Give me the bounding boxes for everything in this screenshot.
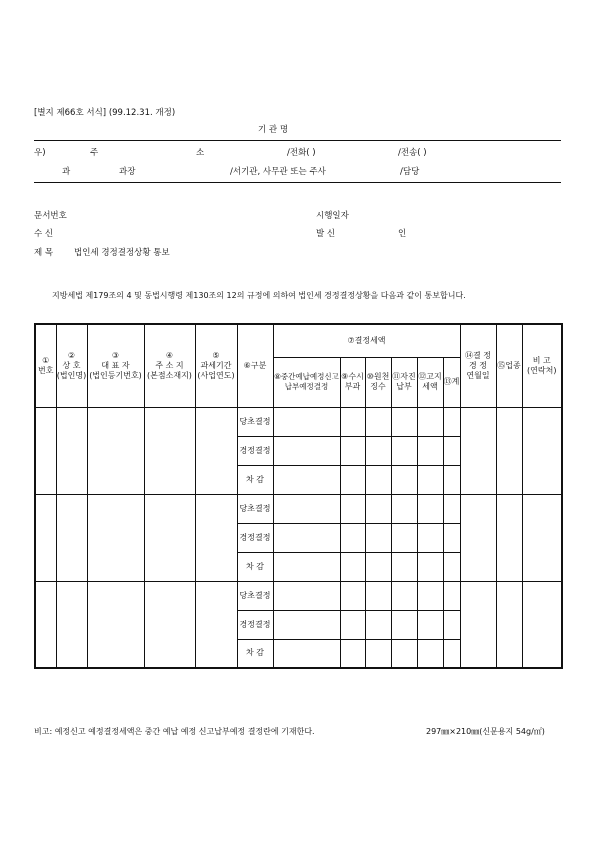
table-cell[interactable] — [391, 639, 417, 668]
table-cell[interactable] — [56, 494, 87, 581]
table-cell[interactable] — [273, 407, 340, 436]
table-cell[interactable] — [443, 639, 460, 668]
table-cell[interactable] — [391, 407, 417, 436]
row-label: 당초결정 — [237, 407, 273, 436]
table-cell[interactable] — [443, 494, 460, 523]
table-cell[interactable] — [391, 523, 417, 552]
table-cell[interactable] — [365, 610, 391, 639]
table-cell[interactable] — [87, 407, 144, 494]
secretary-label: /서기관, 사무관 또는 주사 — [230, 167, 326, 177]
table-cell[interactable] — [391, 581, 417, 610]
table-cell[interactable] — [35, 494, 56, 581]
subject-label: 제 목 — [34, 248, 54, 258]
table-cell[interactable] — [56, 407, 87, 494]
header-tax-period: ⑤ 과세기간 (사업연도) — [195, 324, 237, 407]
table-cell[interactable] — [391, 465, 417, 494]
table-cell[interactable] — [496, 407, 522, 494]
body-text: 지방세법 제179조의 4 및 동법시행령 제130조의 12의 규정에 의하여 법인세 경정결정상황을 다음과 같이 통보합니다. — [52, 291, 466, 300]
subject-text: 법인세 경정결정상황 통보 — [74, 248, 170, 258]
header-business-type: ⑮업종 — [496, 324, 522, 407]
table-cell[interactable] — [443, 552, 460, 581]
divider — [34, 182, 561, 183]
dept-label: 과 — [62, 167, 71, 177]
table-cell[interactable] — [340, 639, 365, 668]
form-id: [별지 제66호 서식] (99.12.31. 개정) — [34, 108, 176, 118]
table-cell[interactable] — [273, 581, 340, 610]
table-cell[interactable] — [144, 407, 195, 494]
table-cell[interactable] — [35, 407, 56, 494]
charge-label: /담당 — [400, 167, 420, 177]
table-cell[interactable] — [273, 494, 340, 523]
header-representative: ③ 대 표 자 (법인등기번호) — [87, 324, 144, 407]
table-cell[interactable] — [460, 494, 496, 581]
header-occasional: ⑨수시부과 — [340, 357, 365, 407]
table-cell[interactable] — [417, 523, 443, 552]
table-cell[interactable] — [365, 639, 391, 668]
table-cell[interactable] — [340, 407, 365, 436]
table-cell[interactable] — [443, 465, 460, 494]
table-cell[interactable] — [87, 581, 144, 668]
table-cell[interactable] — [340, 494, 365, 523]
footer-note: 비고: 예정신고 예정결정세액은 중간 예납 예정 신고납부예정 결정란에 기재한다. — [34, 727, 315, 736]
table-cell[interactable] — [195, 581, 237, 668]
row-label: 경정결정 — [237, 436, 273, 465]
table-cell[interactable] — [391, 552, 417, 581]
table-cell[interactable] — [443, 610, 460, 639]
table-cell[interactable] — [443, 436, 460, 465]
table-cell[interactable] — [522, 407, 562, 494]
header-self-payment: ⑪자진납부 — [391, 357, 417, 407]
recipient-label: 수 신 — [34, 229, 54, 239]
table-cell[interactable] — [365, 436, 391, 465]
table-cell[interactable] — [144, 581, 195, 668]
table-cell[interactable] — [417, 494, 443, 523]
table-cell[interactable] — [195, 407, 237, 494]
header-decision-date: ⑭결 정 경 정 연월일 — [460, 324, 496, 407]
table-cell[interactable] — [443, 407, 460, 436]
table-cell[interactable] — [365, 465, 391, 494]
org-title: 기 관 명 — [258, 125, 289, 135]
dept-head-label: 과장 — [119, 167, 136, 177]
row-label: 차 감 — [237, 639, 273, 668]
table-cell[interactable] — [391, 610, 417, 639]
table-cell[interactable] — [417, 610, 443, 639]
doc-number-label: 문서번호 — [34, 211, 67, 221]
table-cell[interactable] — [417, 639, 443, 668]
seal-label: 인 — [398, 229, 407, 239]
header-note: 비 고 (연락처) — [522, 324, 562, 407]
table-cell[interactable] — [365, 494, 391, 523]
table-cell[interactable] — [340, 523, 365, 552]
header-number: ① 번호 — [35, 324, 56, 407]
status-table — [34, 323, 563, 669]
table-cell[interactable] — [496, 581, 522, 668]
table-cell[interactable] — [417, 436, 443, 465]
address-so: 소 — [196, 148, 205, 158]
table-cell[interactable] — [340, 552, 365, 581]
phone-label: /전화( ) — [287, 148, 316, 158]
table-cell[interactable] — [273, 639, 340, 668]
header-address: ④ 주 소 지 (본점소재지) — [144, 324, 195, 407]
table-cell[interactable] — [273, 523, 340, 552]
table-cell[interactable] — [340, 465, 365, 494]
table-cell[interactable] — [273, 465, 340, 494]
table-cell[interactable] — [496, 494, 522, 581]
table-cell[interactable] — [365, 523, 391, 552]
table-cell[interactable] — [391, 436, 417, 465]
row-label: 차 감 — [237, 465, 273, 494]
table-cell[interactable] — [443, 523, 460, 552]
postal-label: 우) — [34, 148, 46, 158]
table-cell[interactable] — [273, 552, 340, 581]
table-cell[interactable] — [56, 581, 87, 668]
table-cell[interactable] — [87, 494, 144, 581]
header-interim: ⑧중간예납예정신고납부예정결정 — [273, 357, 340, 407]
row-label: 경정결정 — [237, 523, 273, 552]
table-cell[interactable] — [340, 581, 365, 610]
divider — [34, 140, 561, 141]
header-withholding: ⑩원천징수 — [365, 357, 391, 407]
table-cell[interactable] — [417, 552, 443, 581]
table-cell[interactable] — [273, 610, 340, 639]
row-label: 차 감 — [237, 552, 273, 581]
paper-spec: 297㎜×210㎜(신문용지 54g/㎡) — [426, 727, 545, 736]
table-cell[interactable] — [365, 581, 391, 610]
header-notice-amount: ⑫고지세액 — [417, 357, 443, 407]
table-cell[interactable] — [273, 436, 340, 465]
row-label: 당초결정 — [237, 494, 273, 523]
table-cell[interactable] — [340, 610, 365, 639]
sender-label: 발 신 — [316, 229, 336, 239]
table-cell[interactable] — [35, 581, 56, 668]
enforce-date-label: 시행일자 — [316, 211, 349, 221]
table-cell[interactable] — [460, 407, 496, 494]
fax-label: /전송( ) — [398, 148, 427, 158]
table-cell[interactable] — [417, 407, 443, 436]
table-cell[interactable] — [340, 436, 365, 465]
row-label: 당초결정 — [237, 581, 273, 610]
address-ju: 주 — [90, 148, 99, 158]
table-cell[interactable] — [522, 581, 562, 668]
table-cell[interactable] — [443, 581, 460, 610]
header-total: ⑬계 — [443, 357, 460, 407]
table-cell[interactable] — [365, 552, 391, 581]
row-label: 경정결정 — [237, 610, 273, 639]
table-cell[interactable] — [144, 494, 195, 581]
header-tax-amount: ⑦결정세액 — [273, 324, 460, 357]
table-cell[interactable] — [365, 407, 391, 436]
table-cell[interactable] — [417, 581, 443, 610]
table-cell[interactable] — [391, 494, 417, 523]
table-cell[interactable] — [522, 494, 562, 581]
header-company-name: ② 상 호 (법인명) — [56, 324, 87, 407]
table-cell[interactable] — [460, 581, 496, 668]
table-cell[interactable] — [417, 465, 443, 494]
table-cell[interactable] — [195, 494, 237, 581]
header-division: ⑥구분 — [237, 324, 273, 407]
